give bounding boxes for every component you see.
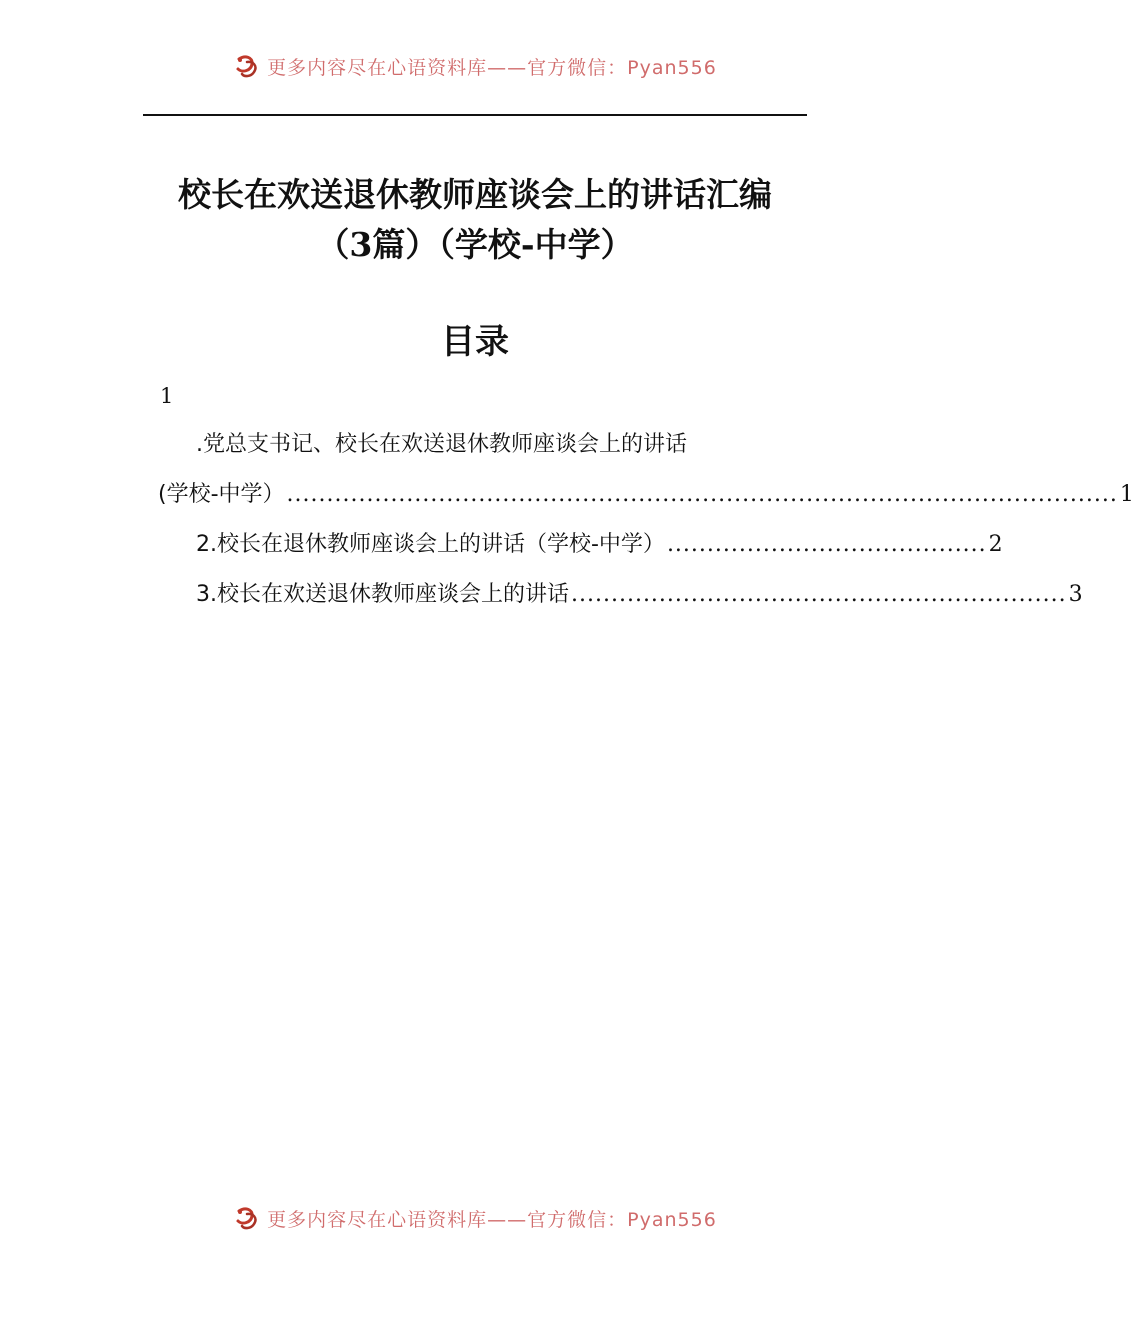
brand-logo-icon bbox=[233, 1204, 261, 1232]
toc-entry-1-line-2[interactable] bbox=[158, 480, 1134, 510]
toc-entry-1-line-1[interactable] bbox=[196, 430, 807, 460]
toc-entry-3-leader: .............................................................. bbox=[571, 582, 1067, 607]
document-title-line-1: 校长在欢送退休教师座谈会上的讲话汇编 bbox=[178, 175, 772, 214]
document-title bbox=[143, 170, 807, 270]
header-watermark-content bbox=[233, 52, 717, 80]
document-title-line-2: （3篇）（学校-中学） bbox=[316, 225, 634, 264]
toc-entry-1-title: .党总支书记、校长在欢送退休教师座谈会上的讲话 bbox=[196, 432, 687, 457]
header-watermark bbox=[0, 54, 950, 88]
header-watermark-text: 更多内容尽在心语资料库——官方微信：Pyan556 bbox=[267, 56, 717, 79]
footer-watermark-content bbox=[233, 1204, 717, 1232]
toc-entry-2[interactable] bbox=[196, 530, 1003, 560]
brand-logo-icon bbox=[233, 52, 261, 80]
toc-entry-3-page: 3 bbox=[1068, 582, 1083, 607]
toc-entry-1-number: 1 bbox=[160, 384, 174, 408]
toc-entry-1-title-cont: (学校-中学） bbox=[158, 482, 285, 507]
toc-heading: 目录 bbox=[441, 322, 509, 362]
toc-entry-1-leader: ........................................................................................................ bbox=[286, 482, 1118, 507]
toc-entry-3-title: 3.校长在欢送退休教师座谈会上的讲话 bbox=[196, 582, 569, 607]
toc-entry-2-page: 2 bbox=[988, 532, 1003, 557]
toc-entry-1-page: 1 bbox=[1119, 482, 1134, 507]
toc-entry-2-leader: ........................................ bbox=[666, 532, 987, 557]
toc-entry-3[interactable] bbox=[196, 580, 1083, 610]
header-divider bbox=[143, 114, 807, 116]
footer-watermark-text: 更多内容尽在心语资料库——官方微信：Pyan556 bbox=[267, 1208, 717, 1231]
footer-watermark bbox=[0, 1206, 950, 1240]
toc-entry-2-title: 2.校长在退休教师座谈会上的讲话（学校-中学） bbox=[196, 532, 665, 557]
